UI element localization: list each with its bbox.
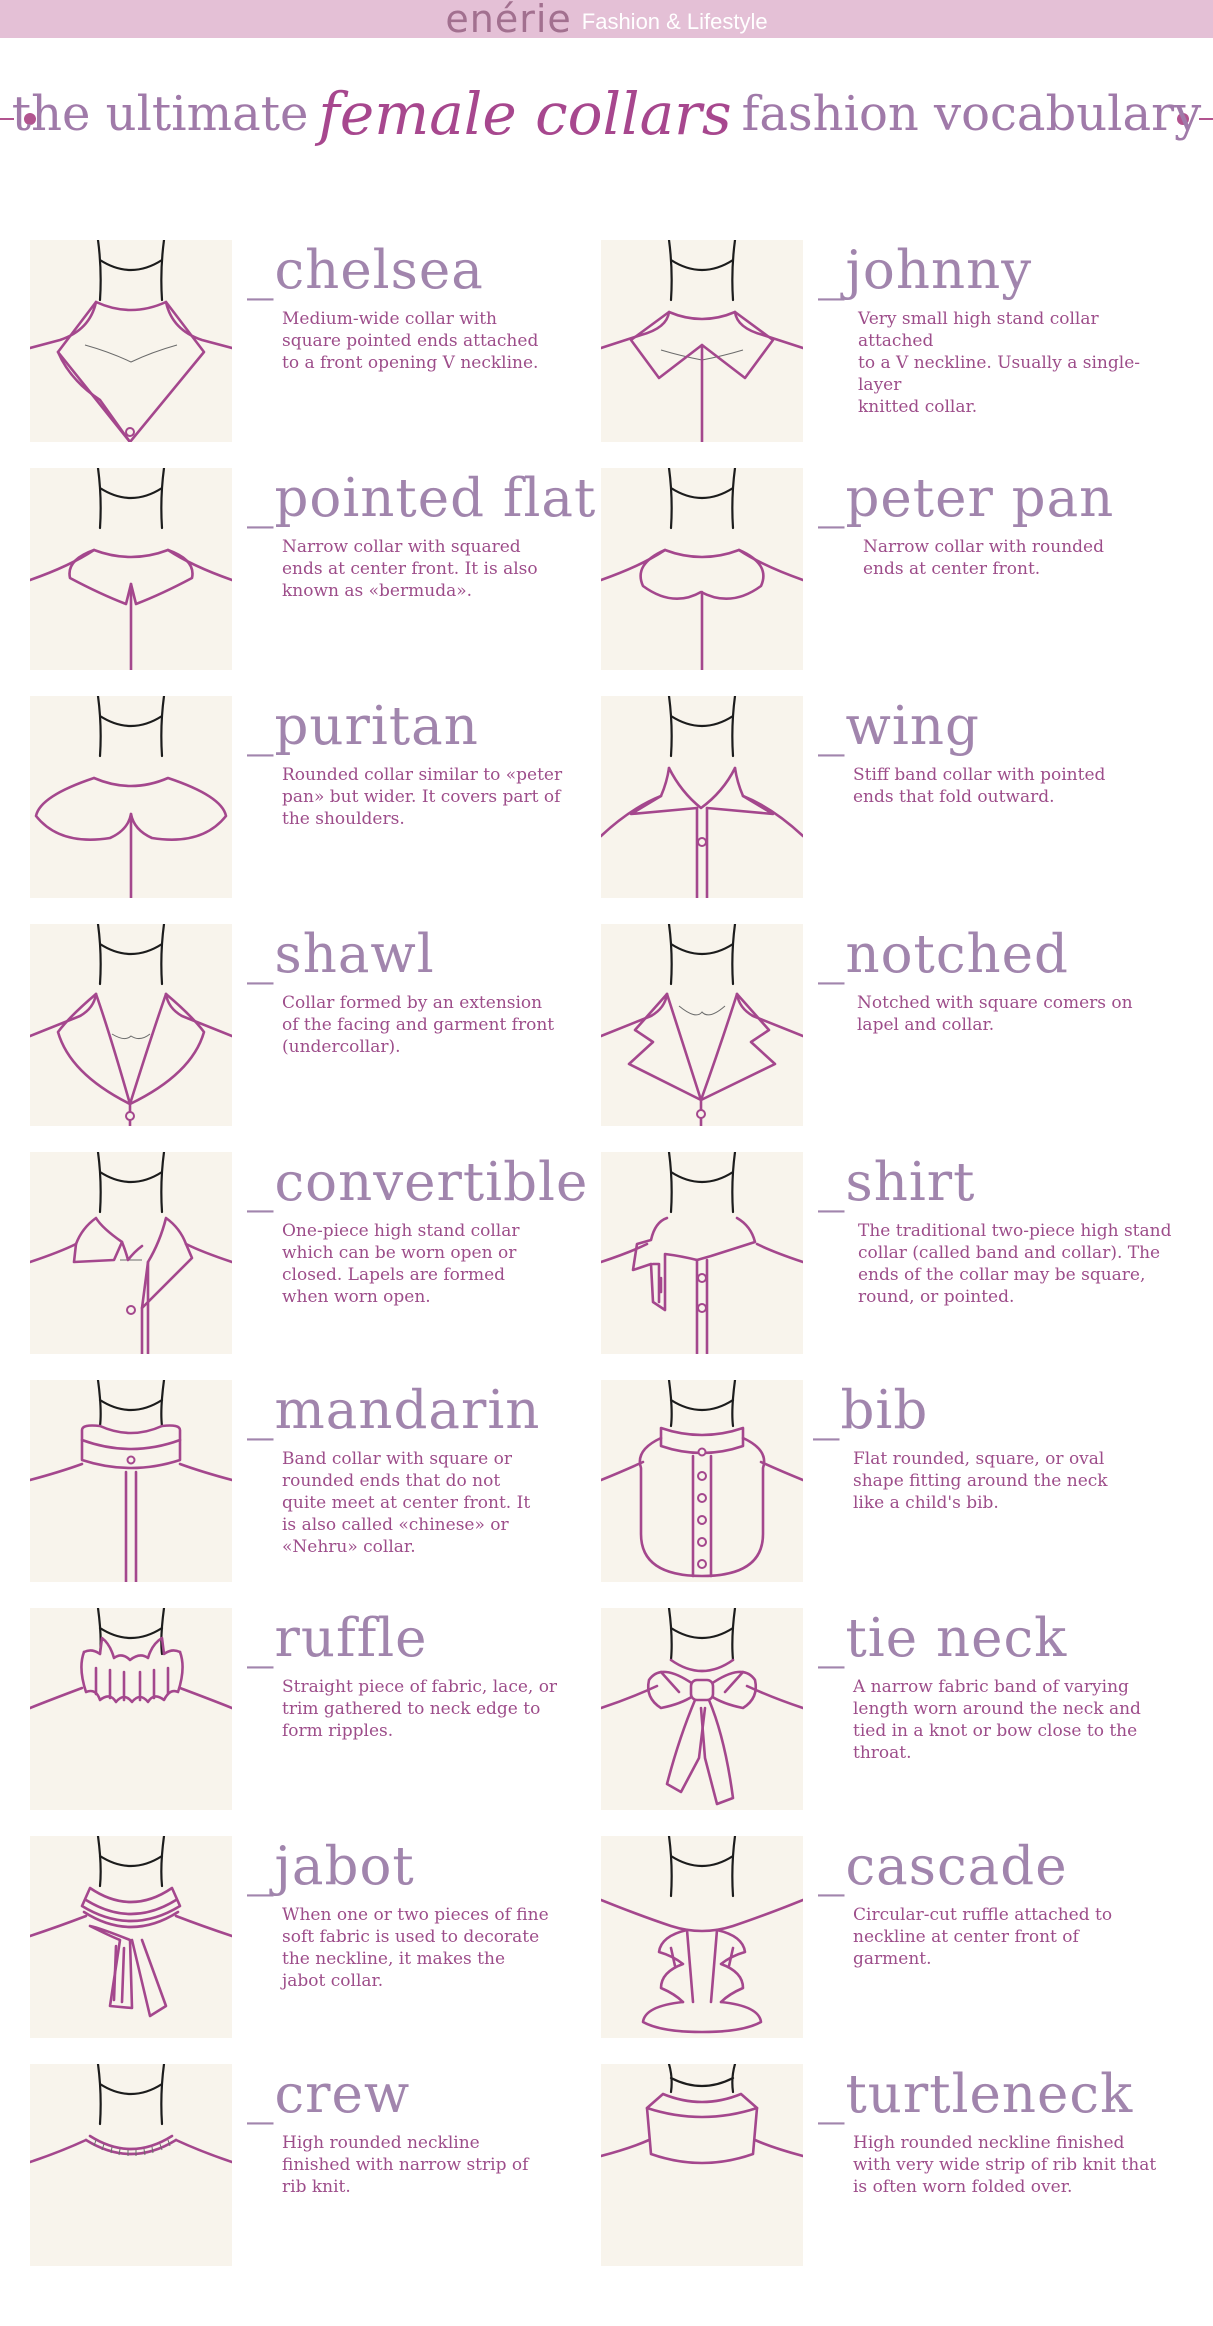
crew-name: _crew bbox=[247, 2064, 411, 2125]
brand-logo: enérie bbox=[445, 0, 572, 41]
cascade-name: _cascade bbox=[818, 1836, 1068, 1897]
ruffle-collar-illustration bbox=[30, 1608, 232, 1810]
shawl-collar-illustration bbox=[30, 924, 232, 1126]
cascade-description: Circular-cut ruffle attached to neckline at center front of garment. bbox=[853, 1905, 1113, 1969]
jabot-description: When one or two pieces of fine soft fabric is used to decorate the neckline, it makes the jabot collar. bbox=[282, 1905, 549, 1991]
wing-collar-illustration bbox=[601, 696, 803, 898]
collar-card-shirt bbox=[601, 1152, 1181, 1354]
shawl-description: Collar formed by an extension of the facing and garment front (undercollar). bbox=[282, 993, 555, 1057]
chelsea-collar-illustration bbox=[30, 240, 232, 442]
title-prefix: the ultimate bbox=[11, 86, 309, 142]
tie-neck-description: A narrow fabric band of varying length worn around the neck and tied in a knot or bow close to the throat. bbox=[853, 1677, 1141, 1763]
page-title bbox=[0, 80, 1213, 160]
puritan-description: Rounded collar similar to «peter pan» but wider. It covers part of the shoulders. bbox=[282, 765, 563, 829]
bib-collar-illustration bbox=[601, 1380, 803, 1582]
johnny-collar-illustration bbox=[601, 240, 803, 442]
notched-name: _notched bbox=[818, 924, 1069, 985]
shirt-name: _shirt bbox=[818, 1152, 976, 1213]
turtleneck-description: High rounded neckline finished with very wide strip of rib knit that is often worn folded over. bbox=[853, 2133, 1157, 2197]
collar-card-notched bbox=[601, 924, 1181, 1126]
wing-description: Stiff band collar with pointed ends that fold outward. bbox=[853, 765, 1106, 807]
collar-card-crew bbox=[30, 2064, 610, 2266]
collar-card-tie-neck bbox=[601, 1608, 1181, 1810]
ruffle-name: _ruffle bbox=[247, 1608, 428, 1669]
collar-card-mandarin bbox=[30, 1380, 610, 1582]
turtleneck-collar-illustration bbox=[601, 2064, 803, 2266]
mandarin-name: _mandarin bbox=[247, 1380, 541, 1441]
title-highlight: female collars bbox=[318, 80, 732, 148]
collar-card-jabot bbox=[30, 1836, 610, 2038]
puritan-name: _puritan bbox=[247, 696, 479, 757]
puritan-collar-illustration bbox=[30, 696, 232, 898]
header-bar bbox=[0, 0, 1213, 41]
pointed-flat-name: _pointed flat bbox=[247, 468, 597, 529]
turtleneck-name: _turtleneck bbox=[818, 2064, 1134, 2125]
tie-neck-collar-illustration bbox=[601, 1608, 803, 1810]
collar-card-puritan bbox=[30, 696, 610, 898]
collar-card-wing bbox=[601, 696, 1181, 898]
collar-card-cascade bbox=[601, 1836, 1181, 2038]
tie-neck-name: _tie neck bbox=[818, 1608, 1068, 1669]
collar-card-pointed-flat bbox=[30, 468, 610, 670]
collar-card-shawl bbox=[30, 924, 610, 1126]
jabot-collar-illustration bbox=[30, 1836, 232, 2038]
bib-description: Flat rounded, square, or oval shape fitting around the neck like a child's bib. bbox=[853, 1449, 1108, 1513]
collar-card-bib bbox=[601, 1380, 1181, 1582]
notched-collar-illustration bbox=[601, 924, 803, 1126]
brand-tagline: Fashion & Lifestyle bbox=[581, 9, 768, 34]
shawl-name: _shawl bbox=[247, 924, 435, 985]
notched-description: Notched with square comers on lapel and collar. bbox=[857, 993, 1133, 1035]
wing-name: _wing bbox=[818, 696, 980, 757]
mandarin-collar-illustration bbox=[30, 1380, 232, 1582]
collar-card-peter-pan bbox=[601, 468, 1181, 670]
peter-pan-collar-illustration bbox=[601, 468, 803, 670]
peter-pan-name: _peter pan bbox=[818, 468, 1115, 529]
chelsea-name: _chelsea bbox=[247, 240, 484, 301]
title-suffix: fashion vocabulary bbox=[741, 86, 1202, 142]
convertible-collar-illustration bbox=[30, 1152, 232, 1354]
collar-card-turtleneck bbox=[601, 2064, 1181, 2266]
collar-card-chelsea bbox=[30, 240, 610, 442]
cascade-collar-illustration bbox=[601, 1836, 803, 2038]
crew-collar-illustration bbox=[30, 2064, 232, 2266]
johnny-description: Very small high stand collar attached to a V neckline. Usually a single-layer knitted collar. bbox=[858, 309, 1141, 417]
shirt-description: The traditional two-piece high stand collar (called band and collar). The ends of the collar may be square, round, or pointed. bbox=[858, 1221, 1172, 1307]
bib-name: _bib bbox=[813, 1380, 929, 1441]
peter-pan-description: Narrow collar with rounded ends at center front. bbox=[863, 537, 1105, 579]
convertible-description: One-piece high stand collar which can be worn open or closed. Lapels are formed when worn open. bbox=[282, 1221, 520, 1307]
ruffle-description: Straight piece of fabric, lace, or trim gathered to neck edge to form ripples. bbox=[282, 1677, 558, 1741]
pointed-flat-collar-illustration bbox=[30, 468, 232, 670]
shirt-collar-illustration bbox=[601, 1152, 803, 1354]
crew-description: High rounded neckline finished with narrow strip of rib knit. bbox=[282, 2133, 529, 2197]
collar-card-ruffle bbox=[30, 1608, 610, 1810]
convertible-name: _convertible bbox=[247, 1152, 589, 1213]
pointed-flat-description: Narrow collar with squared ends at center front. It is also known as «bermuda». bbox=[282, 537, 538, 601]
johnny-name: _johnny bbox=[818, 240, 1033, 301]
chelsea-description: Medium-wide collar with square pointed ends attached to a front opening V neckline. bbox=[282, 309, 539, 373]
collar-card-johnny bbox=[601, 240, 1181, 442]
mandarin-description: Band collar with square or rounded ends that do not quite meet at center front. It is also called «chinese» or «Nehru» collar. bbox=[282, 1449, 531, 1557]
jabot-name: _jabot bbox=[247, 1836, 415, 1897]
collar-card-convertible bbox=[30, 1152, 610, 1354]
